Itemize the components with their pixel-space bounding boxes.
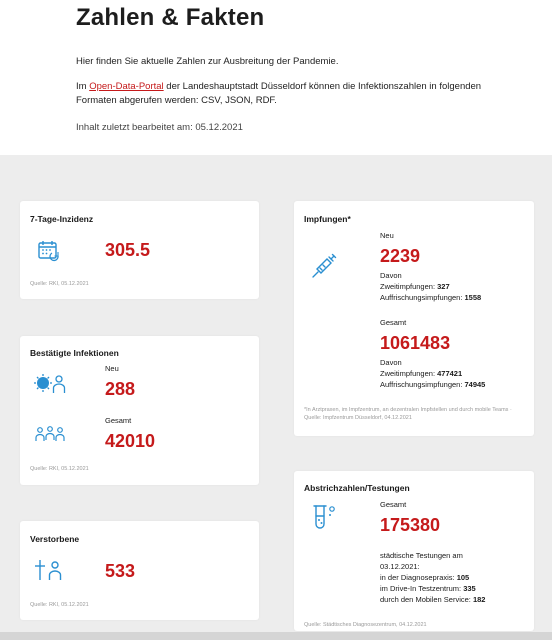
header-section	[0, 0, 552, 155]
portal-text	[76, 80, 496, 108]
second-label: Zweitimpfungen:	[380, 369, 438, 378]
deaths-value: 533	[105, 561, 136, 581]
testing-desc-line2: 03.12.2021:	[380, 562, 420, 571]
test-tube-icon	[311, 503, 337, 531]
mobile-value: 182	[472, 595, 486, 604]
vaccinations-card	[294, 201, 534, 436]
infections-title: Bestätigte Infektionen	[30, 348, 119, 358]
testing-total-value: 175380	[380, 515, 441, 535]
vaccinations-total-second	[380, 369, 462, 380]
second-value: 327	[437, 282, 450, 291]
incidence-card	[20, 201, 259, 299]
vaccinations-new-booster	[380, 293, 481, 304]
portal-suffix: der Landeshauptstadt Düsseldorf können die Infektionszahlen in folgenden Formaten abgerufen werden: CSV, JSON, RDF.	[76, 81, 482, 106]
testing-drive-in	[380, 584, 476, 595]
calendar-icon	[37, 239, 61, 263]
vaccinations-new-label: Neu	[380, 231, 394, 240]
cross-person-icon	[33, 558, 65, 582]
testing-source: Quelle: Städtisches Diagnosezentrum, 04.12.2021	[304, 622, 427, 628]
vaccinations-total-label: Gesamt	[380, 318, 407, 327]
vaccinations-footnote: *In Arztpraxen, im Impfzentrum, an dezentralen Impfstellen und durch mobile Teams · Quelle: Impfzentrum Düsseldorf, 04.12.2021	[304, 407, 512, 421]
vaccinations-total-value: 1061483	[380, 333, 451, 353]
infections-source: Quelle: RKI, 05.12.2021	[30, 466, 89, 472]
incidence-value: 305.5	[105, 240, 151, 260]
booster-label: Auffrischungsimpfungen:	[380, 293, 465, 302]
infections-total-label: Gesamt	[105, 416, 132, 425]
booster-label: Auffrischungsimpfungen:	[380, 380, 465, 389]
booster-value: 74945	[464, 380, 486, 389]
virus-person-icon	[33, 371, 67, 395]
deaths-source: Quelle: RKI, 05.12.2021	[30, 602, 89, 608]
deaths-title: Verstorbene	[30, 534, 80, 544]
infections-card	[20, 336, 259, 485]
page-title: Zahlen & Fakten	[76, 4, 265, 31]
incidence-title: 7-Tage-Inzidenz	[30, 214, 94, 224]
drive-in-label: im Drive-In Testzentrum:	[380, 584, 464, 593]
mobile-label: durch den Mobilen Service:	[380, 595, 473, 604]
second-label: Zweitimpfungen:	[380, 282, 438, 291]
vaccinations-title: Impfungen*	[304, 214, 351, 224]
vaccinations-total-booster	[380, 380, 485, 391]
practice-value: 105	[456, 573, 470, 582]
incidence-source: Quelle: RKI, 05.12.2021	[30, 281, 89, 287]
vaccinations-new-value: 2239	[380, 246, 421, 266]
vaccinations-total-davon: Davon	[380, 358, 402, 367]
intro-text: Hier finden Sie aktuelle Zahlen zur Ausbreitung der Pandemie.	[76, 56, 339, 67]
infections-new-label: Neu	[105, 364, 119, 373]
page-bottom-strip	[0, 632, 552, 640]
vaccinations-new-davon: Davon	[380, 271, 402, 280]
second-value: 477421	[437, 369, 463, 378]
testing-mobile	[380, 595, 485, 606]
testing-practice	[380, 573, 469, 584]
testing-title: Abstrichzahlen/Testungen	[304, 483, 410, 493]
testing-total-label: Gesamt	[380, 500, 407, 509]
testing-desc-line1: städtische Testungen am	[380, 551, 463, 560]
syringe-icon	[311, 253, 337, 279]
infections-new-value: 288	[105, 379, 136, 399]
people-group-icon	[35, 424, 65, 444]
portal-prefix: Im	[76, 81, 90, 92]
practice-label: in der Diagnosepraxis:	[380, 573, 457, 582]
drive-in-value: 335	[463, 584, 476, 593]
testing-card	[294, 471, 534, 631]
last-updated: Inhalt zuletzt bearbeitet am: 05.12.2021	[76, 122, 243, 133]
open-data-portal-link[interactable]: Open-Data-Portal	[89, 81, 164, 92]
infections-total-value: 42010	[105, 431, 156, 451]
vaccinations-new-second	[380, 282, 450, 293]
booster-value: 1558	[464, 293, 482, 302]
deaths-card	[20, 521, 259, 620]
